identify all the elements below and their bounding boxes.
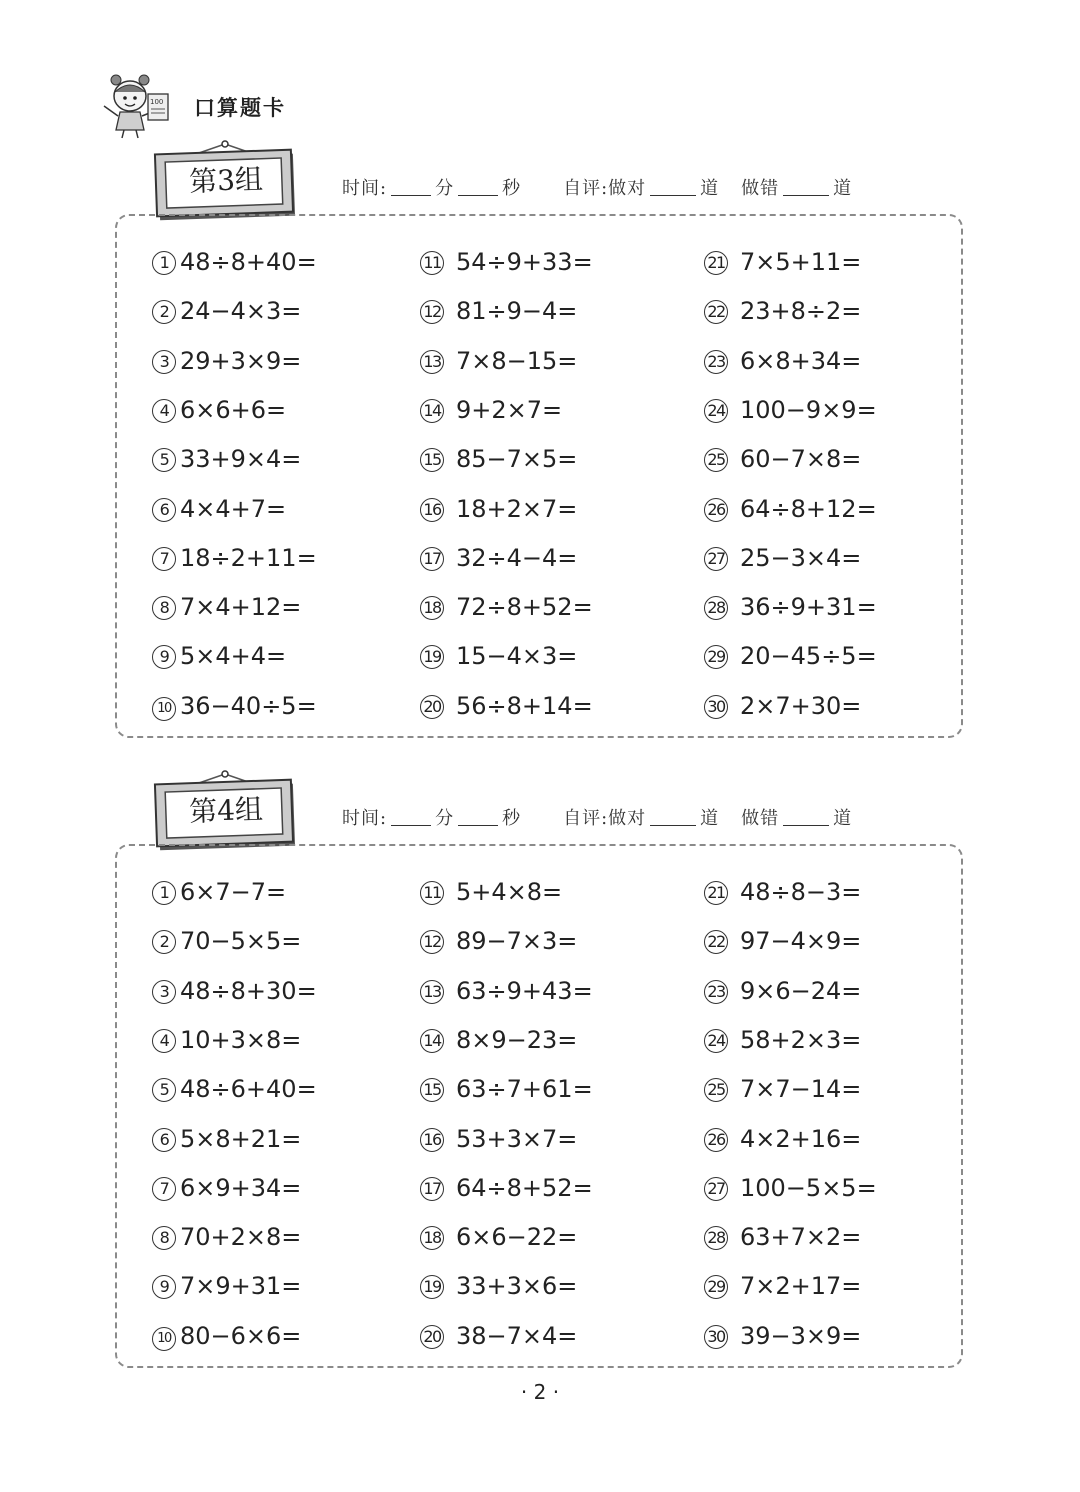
- problem-item: [420, 1318, 577, 1354]
- problem-number: 16: [420, 498, 444, 522]
- problem-number: 20: [420, 1325, 444, 1349]
- problem-item: [420, 688, 593, 724]
- problem-expression: 63÷9+43=: [456, 976, 593, 1005]
- problem-number: 23: [704, 350, 728, 374]
- problem-item: [704, 441, 861, 477]
- problem-item: [704, 1071, 861, 1107]
- problem-expression: 9+2×7=: [456, 395, 563, 424]
- problem-expression: 48÷8+40=: [180, 248, 317, 276]
- problem-expression: 56÷8+14=: [456, 691, 593, 720]
- problem-number: 3: [152, 980, 176, 1004]
- problem-item: [420, 540, 577, 576]
- problem-number: 25: [704, 448, 728, 472]
- problem-number: 9: [152, 1275, 176, 1299]
- problem-item: [152, 589, 301, 625]
- self-eval-label: 自评:做对: [563, 178, 647, 199]
- problem-expression: 63+7×2=: [740, 1223, 862, 1252]
- problem-item: [420, 589, 593, 625]
- problem-number: 19: [420, 1275, 444, 1299]
- page-number: · 2 ·: [520, 1380, 560, 1404]
- problem-expression: 53+3×7=: [456, 1124, 578, 1153]
- problem-expression: 38−7×4=: [456, 1321, 578, 1350]
- problem-number: 16: [420, 1128, 444, 1152]
- problem-expression: 2×7+30=: [740, 691, 862, 720]
- page-title: 口算题卡: [194, 96, 286, 120]
- problem-item: [704, 973, 861, 1009]
- problem-expression: 6×7−7=: [180, 878, 287, 906]
- problem-item: [152, 392, 286, 428]
- problem-item: [152, 874, 286, 910]
- problem-number: 28: [704, 1226, 728, 1250]
- minutes-blank[interactable]: [391, 824, 431, 826]
- problem-number: 10: [152, 1327, 176, 1351]
- problem-number: 5: [152, 1078, 176, 1102]
- problem-number: 18: [420, 596, 444, 620]
- problem-item: [704, 491, 877, 527]
- problem-number: 18: [420, 1226, 444, 1250]
- problem-number: 1: [152, 881, 176, 905]
- problem-item: [152, 1121, 301, 1157]
- problem-number: 8: [152, 596, 176, 620]
- problem-expression: 33+9×4=: [180, 445, 302, 474]
- problem-number: 2: [152, 300, 176, 324]
- problem-item: [152, 1022, 301, 1058]
- problem-item: [704, 293, 861, 329]
- problem-item: [704, 923, 861, 959]
- problem-number: 14: [420, 399, 444, 423]
- problem-item: [704, 1268, 861, 1304]
- problem-item: [420, 441, 577, 477]
- problem-expression: 5×8+21=: [180, 1124, 302, 1153]
- problem-item: [704, 1170, 877, 1206]
- problem-expression: 39−3×9=: [740, 1321, 862, 1350]
- problem-expression: 80−6×6=: [180, 1321, 302, 1350]
- problem-expression: 33+3×6=: [456, 1272, 578, 1301]
- problem-item: [704, 343, 861, 379]
- wrong-label: 做错: [741, 178, 780, 199]
- right-unit: 道: [700, 808, 720, 829]
- problem-number: 23: [704, 980, 728, 1004]
- problem-number: 6: [152, 498, 176, 522]
- problem-expression: 9×6−24=: [740, 976, 862, 1005]
- time-label: 时间:: [342, 178, 388, 199]
- problem-number: 15: [420, 1078, 444, 1102]
- problem-number: 4: [152, 1029, 176, 1053]
- problem-item: [704, 540, 861, 576]
- problem-expression: 4×4+7=: [180, 494, 287, 523]
- problem-item: [420, 491, 577, 527]
- problem-number: 15: [420, 448, 444, 472]
- problem-expression: 32÷4−4=: [456, 543, 578, 572]
- problem-expression: 63÷7+61=: [456, 1075, 593, 1104]
- problem-number: 26: [704, 498, 728, 522]
- group-title-frame: [150, 140, 300, 222]
- problem-number: 17: [420, 1177, 444, 1201]
- problem-expression: 100−5×5=: [740, 1173, 877, 1202]
- problem-expression: 29+3×9=: [180, 346, 302, 375]
- problem-item: [420, 1071, 593, 1107]
- problem-expression: 4×2+16=: [740, 1124, 862, 1153]
- problem-number: 22: [704, 930, 728, 954]
- seconds-blank[interactable]: [458, 824, 498, 826]
- problem-item: [152, 540, 317, 576]
- page-header: [100, 72, 400, 142]
- problem-item: [152, 1071, 317, 1107]
- problem-item: [420, 244, 593, 280]
- problem-expression: 10+3×8=: [180, 1025, 302, 1054]
- problem-item: [420, 1268, 577, 1304]
- problem-number: 29: [704, 1275, 728, 1299]
- seconds-unit: 秒: [502, 808, 522, 829]
- problem-item: [704, 392, 877, 428]
- problem-expression: 23+8÷2=: [740, 297, 862, 326]
- girl-mascot-icon: [100, 72, 176, 140]
- problem-expression: 18÷2+11=: [180, 543, 317, 572]
- time-label: 时间:: [342, 808, 388, 829]
- problem-item: [420, 973, 593, 1009]
- minutes-unit: 分: [435, 178, 455, 199]
- problem-expression: 7×4+12=: [180, 593, 302, 622]
- minutes-unit: 分: [435, 808, 455, 829]
- problem-number: 27: [704, 1177, 728, 1201]
- problem-item: [152, 973, 317, 1009]
- minutes-blank[interactable]: [391, 194, 431, 196]
- problem-expression: 7×5+11=: [740, 248, 862, 276]
- problem-item: [704, 688, 861, 724]
- wrong-unit: 道: [833, 178, 853, 199]
- problem-expression: 85−7×5=: [456, 445, 578, 474]
- problem-number: 14: [420, 1029, 444, 1053]
- problem-number: 17: [420, 547, 444, 571]
- problem-item: [420, 874, 562, 910]
- problem-expression: 48÷8+30=: [180, 976, 317, 1005]
- problem-expression: 7×2+17=: [740, 1272, 862, 1301]
- problem-expression: 6×6+6=: [180, 395, 287, 424]
- problem-number: 20: [420, 695, 444, 719]
- problem-number: 1: [152, 251, 176, 275]
- problem-item: [152, 491, 286, 527]
- problem-expression: 20−45÷5=: [740, 642, 877, 671]
- problem-expression: 60−7×8=: [740, 445, 862, 474]
- problem-item: [152, 688, 317, 724]
- problem-item: [704, 638, 877, 674]
- problem-expression: 5+4×8=: [456, 878, 563, 906]
- problem-item: [420, 293, 577, 329]
- wrong-count-blank[interactable]: [783, 824, 829, 826]
- problem-number: 7: [152, 547, 176, 571]
- problem-item: [704, 589, 877, 625]
- problem-expression: 18+2×7=: [456, 494, 578, 523]
- problem-item: [420, 1022, 577, 1058]
- problem-item: [420, 392, 562, 428]
- problem-number: 19: [420, 645, 444, 669]
- wrong-label: 做错: [741, 808, 780, 829]
- problem-number: 21: [704, 881, 728, 905]
- problem-number: 24: [704, 1029, 728, 1053]
- problem-item: [152, 638, 286, 674]
- time-and-self-eval: [342, 174, 852, 200]
- problem-expression: 54÷9+33=: [456, 248, 593, 276]
- self-eval-label: 自评:做对: [563, 808, 647, 829]
- problem-number: 13: [420, 350, 444, 374]
- problem-expression: 48÷6+40=: [180, 1075, 317, 1104]
- problem-expression: 81÷9−4=: [456, 297, 578, 326]
- problem-number: 13: [420, 980, 444, 1004]
- problem-number: 4: [152, 399, 176, 423]
- problem-item: [152, 293, 301, 329]
- problem-number: 30: [704, 1325, 728, 1349]
- problem-number: 12: [420, 930, 444, 954]
- problem-expression: 15−4×3=: [456, 642, 578, 671]
- problem-item: [152, 441, 301, 477]
- problem-expression: 97−4×9=: [740, 927, 862, 956]
- problem-expression: 36−40÷5=: [180, 691, 317, 720]
- problem-item: [704, 1318, 861, 1354]
- problem-item: [704, 1022, 861, 1058]
- problem-item: [420, 923, 577, 959]
- problem-expression: 58+2×3=: [740, 1025, 862, 1054]
- problem-expression: 5×4+4=: [180, 642, 287, 671]
- problem-item: [152, 343, 301, 379]
- problem-expression: 64÷8+12=: [740, 494, 877, 523]
- problem-item: [152, 1219, 301, 1255]
- problem-expression: 48÷8−3=: [740, 878, 862, 906]
- problem-item: [420, 1170, 593, 1206]
- problem-number: 7: [152, 1177, 176, 1201]
- problem-number: 21: [704, 251, 728, 275]
- problem-expression: 100−9×9=: [740, 395, 877, 424]
- group-title-frame: [150, 770, 300, 852]
- problem-item: [152, 244, 317, 280]
- problem-number: 26: [704, 1128, 728, 1152]
- problem-number: 11: [420, 251, 444, 275]
- problem-item: [704, 1121, 861, 1157]
- problem-item: [152, 1318, 301, 1354]
- problem-expression: 7×9+31=: [180, 1272, 302, 1301]
- problem-expression: 89−7×3=: [456, 927, 578, 956]
- problem-expression: 7×7−14=: [740, 1075, 862, 1104]
- problem-number: 9: [152, 645, 176, 669]
- time-and-self-eval: [342, 804, 852, 830]
- right-count-blank[interactable]: [650, 194, 696, 196]
- problem-item: [152, 1170, 301, 1206]
- problem-number: 22: [704, 300, 728, 324]
- problem-number: 3: [152, 350, 176, 374]
- right-count-blank[interactable]: [650, 824, 696, 826]
- problem-expression: 6×6−22=: [456, 1223, 578, 1252]
- problem-number: 28: [704, 596, 728, 620]
- problem-number: 8: [152, 1226, 176, 1250]
- problem-number: 2: [152, 930, 176, 954]
- wrong-count-blank[interactable]: [783, 194, 829, 196]
- problem-number: 27: [704, 547, 728, 571]
- seconds-blank[interactable]: [458, 194, 498, 196]
- problem-item: [420, 638, 577, 674]
- problem-number: 24: [704, 399, 728, 423]
- svg-text:100: 100: [150, 98, 164, 106]
- problem-item: [420, 1121, 577, 1157]
- problem-number: 30: [704, 695, 728, 719]
- problem-expression: 8×9−23=: [456, 1025, 578, 1054]
- right-unit: 道: [700, 178, 720, 199]
- problem-expression: 6×9+34=: [180, 1173, 302, 1202]
- problem-expression: 70+2×8=: [180, 1223, 302, 1252]
- problem-item: [420, 343, 577, 379]
- problem-number: 6: [152, 1128, 176, 1152]
- problem-number: 25: [704, 1078, 728, 1102]
- problem-expression: 25−3×4=: [740, 543, 862, 572]
- problem-number: 12: [420, 300, 444, 324]
- wrong-unit: 道: [833, 808, 853, 829]
- problem-expression: 24−4×3=: [180, 297, 302, 326]
- problem-item: [420, 1219, 577, 1255]
- group-label: 第4组: [188, 792, 264, 829]
- problem-expression: 7×8−15=: [456, 346, 578, 375]
- group-label: 第3组: [188, 162, 264, 199]
- problem-expression: 70−5×5=: [180, 927, 302, 956]
- problem-item: [152, 1268, 301, 1304]
- problem-expression: 64÷8+52=: [456, 1173, 593, 1202]
- problem-number: 29: [704, 645, 728, 669]
- problem-expression: 72÷8+52=: [456, 593, 593, 622]
- seconds-unit: 秒: [502, 178, 522, 199]
- problem-item: [704, 244, 861, 280]
- problem-number: 10: [152, 697, 176, 721]
- problem-number: 11: [420, 881, 444, 905]
- problem-number: 5: [152, 448, 176, 472]
- problem-item: [704, 874, 861, 910]
- problem-expression: 36÷9+31=: [740, 593, 877, 622]
- problem-item: [704, 1219, 861, 1255]
- problem-expression: 6×8+34=: [740, 346, 862, 375]
- problem-item: [152, 923, 301, 959]
